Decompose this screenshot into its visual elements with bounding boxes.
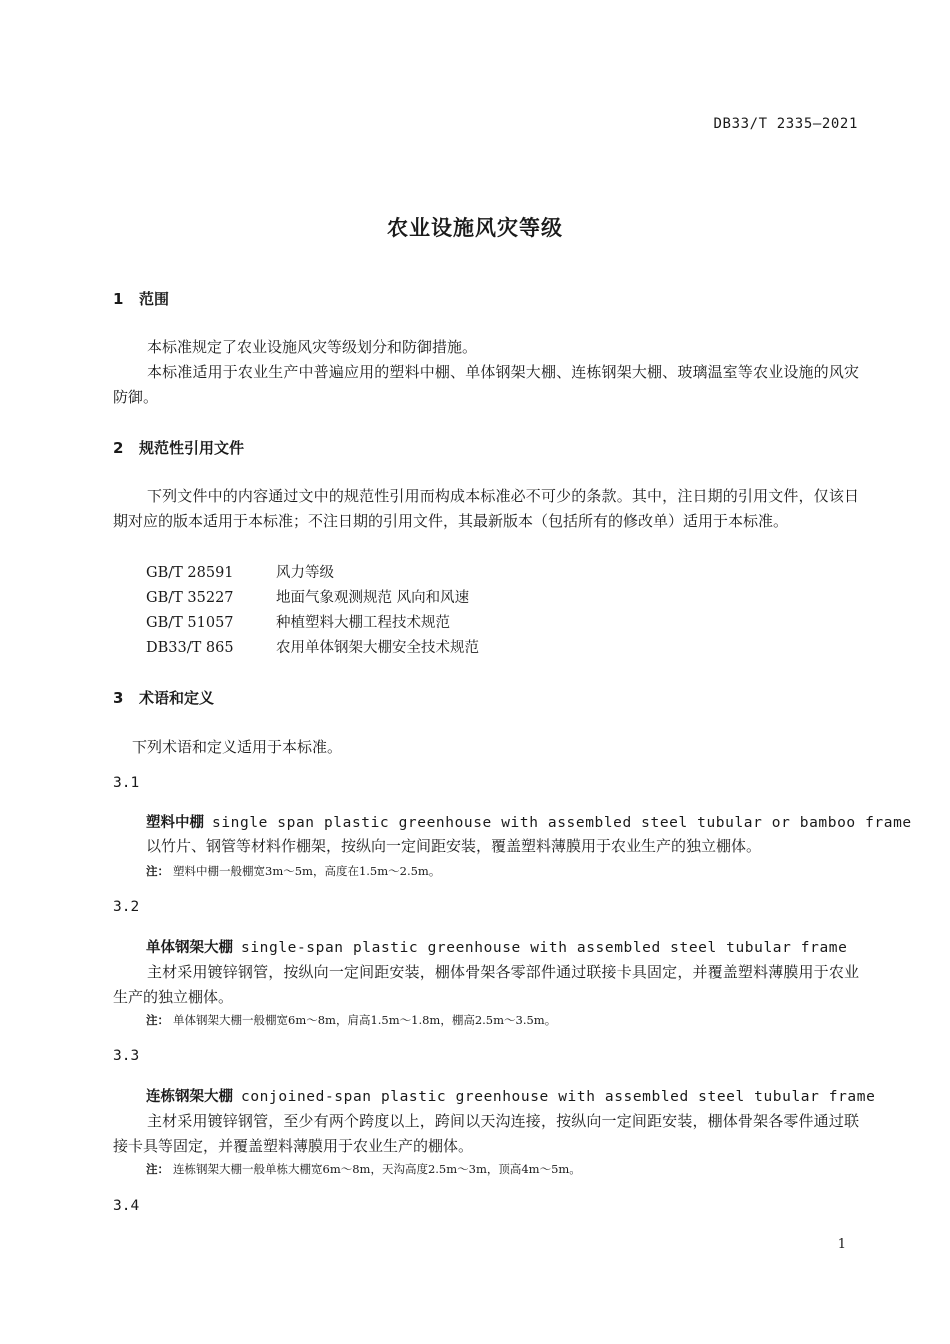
page-number: 1 bbox=[837, 1237, 846, 1252]
section-number: 1 bbox=[113, 290, 124, 308]
reference-name: 农用单体钢架大棚安全技术规范 bbox=[276, 640, 479, 656]
note-text: 塑料中棚一般棚宽3m～5m，高度在1.5m～2.5m。 bbox=[173, 864, 441, 878]
reference-item bbox=[146, 561, 334, 582]
term-zh: 单体钢架大棚 bbox=[146, 940, 233, 956]
reference-code: GB/T 35227 bbox=[146, 590, 234, 606]
reference-code: DB33/T 865 bbox=[146, 640, 234, 656]
section-title: 范围 bbox=[139, 290, 170, 308]
note-label: 注： bbox=[146, 1013, 169, 1027]
section-heading-terms bbox=[113, 687, 214, 708]
note-label: 注： bbox=[146, 1162, 169, 1176]
paragraph: 本标准规定了农业设施风灾等级划分和防御措施。 bbox=[147, 338, 478, 356]
term-note bbox=[146, 1012, 556, 1028]
term-note bbox=[146, 1161, 581, 1177]
term-definition: 以竹片、钢管等材料作棚架，按纵向一定间距安装，覆盖塑料薄膜用于农业生产的独立棚体。 bbox=[146, 837, 762, 855]
paragraph: 下列术语和定义适用于本标准。 bbox=[132, 738, 343, 756]
term-en: single span plastic greenhouse with assembled steel tubular or bamboo frame bbox=[212, 815, 912, 831]
paragraph: 本标准适用于农业生产中普遍应用的塑料中棚、单体钢架大棚、连栋钢架大棚、玻璃温室等农业设施的风灾防御。 bbox=[113, 363, 859, 406]
page-title: 农业设施风灾等级 bbox=[387, 216, 563, 240]
standard-code: DB33/T 2335—2021 bbox=[713, 116, 858, 132]
term-zh: 塑料中棚 bbox=[146, 815, 204, 831]
term-entry bbox=[146, 936, 847, 957]
clause-number: 3.3 bbox=[113, 1048, 140, 1064]
term-en: single-span plastic greenhouse with assembled steel tubular frame bbox=[241, 940, 848, 956]
reference-name: 种植塑料大棚工程技术规范 bbox=[276, 615, 450, 631]
reference-code: GB/T 51057 bbox=[146, 615, 234, 631]
clause-number: 3.4 bbox=[113, 1198, 140, 1214]
note-text: 连栋钢架大棚一般单栋大棚宽6m～8m，天沟高度2.5m～3m，顶高4m～5m。 bbox=[173, 1162, 581, 1176]
note-text: 单体钢架大棚一般棚宽6m～8m，肩高1.5m～1.8m，棚高2.5m～3.5m。 bbox=[173, 1013, 557, 1027]
section-title: 规范性引用文件 bbox=[139, 439, 245, 457]
paragraph: 下列文件中的内容通过文中的规范性引用而构成本标准必不可少的条款。其中，注日期的引用文件，仅该日期对应的版本适用于本标准；不注日期的引用文件，其最新版本（包括所有的修改单）适用于本标准。 bbox=[113, 487, 859, 530]
reference-name: 风力等级 bbox=[276, 565, 334, 581]
term-definition: 主材采用镀锌钢管，至少有两个跨度以上，跨间以天沟连接，按纵向一定间距安装，棚体骨架各零件通过联接卡具等固定，并覆盖塑料薄膜用于农业生产的棚体。 bbox=[113, 1112, 859, 1155]
reference-item bbox=[146, 586, 469, 607]
term-definition: 主材采用镀锌钢管，按纵向一定间距安装，棚体骨架各零部件通过联接卡具固定，并覆盖塑料薄膜用于农业生产的独立棚体。 bbox=[113, 963, 859, 1006]
term-note bbox=[146, 863, 440, 879]
clause-number: 3.1 bbox=[113, 775, 140, 791]
reference-name: 地面气象观测规范 风向和风速 bbox=[276, 590, 470, 606]
term-en: conjoined-span plastic greenhouse with assembled steel tubular frame bbox=[241, 1089, 876, 1105]
term-zh: 连栋钢架大棚 bbox=[146, 1089, 233, 1105]
section-number: 3 bbox=[113, 689, 124, 707]
clause-number: 3.2 bbox=[113, 899, 140, 915]
section-heading-scope bbox=[113, 288, 169, 309]
term-entry bbox=[146, 1085, 875, 1106]
reference-item bbox=[146, 636, 479, 657]
reference-code: GB/T 28591 bbox=[146, 565, 234, 581]
section-heading-normative bbox=[113, 437, 244, 458]
note-label: 注： bbox=[146, 864, 169, 878]
reference-item bbox=[146, 611, 450, 632]
section-title: 术语和定义 bbox=[139, 689, 215, 707]
section-number: 2 bbox=[113, 439, 124, 457]
term-entry bbox=[146, 811, 912, 832]
